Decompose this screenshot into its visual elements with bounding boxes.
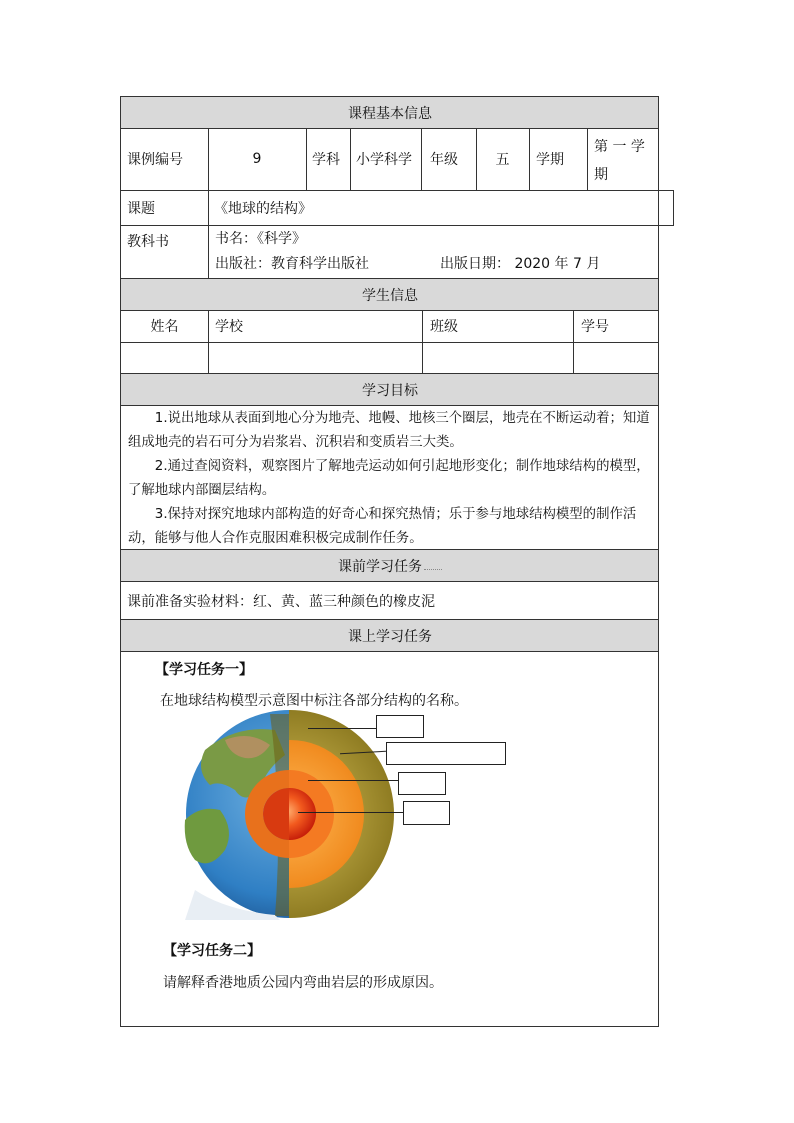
name-label-text: 姓名 bbox=[150, 319, 179, 335]
name-input-cell[interactable] bbox=[121, 343, 208, 373]
label-box-crust[interactable] bbox=[376, 715, 424, 738]
pre-class-header-text: 课前学习任务 bbox=[338, 558, 422, 575]
task2-text-text: 请解释香港地质公园内弯曲岩层的形成原因。 bbox=[163, 975, 443, 991]
label-box-outer-core[interactable] bbox=[398, 772, 446, 795]
task1-title bbox=[155, 659, 355, 679]
objectives-header bbox=[121, 374, 659, 405]
pre-class-content bbox=[127, 582, 654, 619]
textbook-label-text: 教科书 bbox=[127, 234, 169, 250]
vline bbox=[350, 128, 351, 190]
course-info-header bbox=[121, 97, 659, 128]
dotted-mark bbox=[424, 569, 442, 570]
pre-class-header bbox=[121, 550, 659, 581]
hline bbox=[120, 278, 659, 279]
objective-1 bbox=[128, 407, 654, 454]
book-name-text: 书名：《科学》 bbox=[215, 231, 306, 247]
class-label bbox=[430, 310, 570, 342]
label-box-mantle[interactable] bbox=[386, 742, 506, 765]
pub-date-text: 出版日期： 2020 年 7 月 bbox=[440, 256, 601, 272]
subject-label-text: 学科 bbox=[312, 152, 340, 168]
subject-label bbox=[312, 128, 350, 190]
grade-value-text: 五 bbox=[495, 152, 510, 168]
hline bbox=[120, 405, 659, 406]
topic-label bbox=[127, 190, 208, 225]
school-input-cell[interactable] bbox=[209, 343, 422, 373]
table-border-left bbox=[120, 96, 121, 1027]
task1-text bbox=[160, 690, 640, 710]
case-no-label bbox=[127, 128, 208, 190]
case-no-label-text: 课例编号 bbox=[127, 152, 183, 168]
term-value-text: 第 一 学 期 bbox=[594, 139, 645, 183]
objectives-header-text: 学习目标 bbox=[362, 382, 418, 399]
term-value bbox=[594, 133, 654, 187]
course-info-header-text: 课程基本信息 bbox=[348, 105, 432, 122]
table-border-right bbox=[658, 96, 659, 1027]
hline bbox=[120, 373, 659, 374]
leader-line-4 bbox=[298, 812, 403, 813]
school-label-text: 学校 bbox=[215, 319, 243, 335]
objective-1-text: 1.说出地球从表面到地心分为地壳、地幔、地核三个圈层，地壳在不断运动着；知道组成地壳的岩石可分为岩浆岩、沉积岩和变质岩三大类。 bbox=[128, 411, 650, 450]
topic-label-text: 课题 bbox=[127, 200, 155, 217]
label-box-inner-core[interactable] bbox=[403, 801, 450, 825]
name-label bbox=[121, 310, 208, 342]
hline bbox=[120, 651, 659, 652]
student-info-header bbox=[121, 279, 659, 310]
topic-row-right-edge bbox=[673, 190, 674, 226]
grade-label-text: 年级 bbox=[430, 152, 458, 168]
vline bbox=[306, 128, 307, 190]
hline bbox=[120, 619, 659, 620]
grade-label bbox=[430, 128, 476, 190]
publisher bbox=[215, 253, 435, 273]
pub-date bbox=[440, 253, 654, 273]
vline bbox=[529, 128, 530, 190]
id-label-text: 学号 bbox=[581, 319, 609, 335]
class-input-cell[interactable] bbox=[423, 343, 573, 373]
school-label bbox=[215, 310, 415, 342]
in-class-header bbox=[121, 620, 659, 651]
publisher-text: 出版社：教育科学出版社 bbox=[215, 256, 369, 272]
objective-2 bbox=[128, 455, 654, 502]
topic-value-text: 《地球的结构》 bbox=[214, 200, 312, 217]
task2-title bbox=[163, 940, 363, 960]
subject-value-text: 小学科学 bbox=[356, 152, 412, 168]
term-label bbox=[536, 128, 587, 190]
id-label bbox=[581, 310, 656, 342]
grade-value bbox=[476, 128, 529, 190]
objective-3-text: 3.保持对探究地球内部构造的好奇心和探究热情；乐于参与地球结构模型的制作活动，能够与他人合作克服困难积极完成制作任务。 bbox=[128, 507, 637, 546]
subject-value bbox=[356, 128, 421, 190]
topic-value bbox=[214, 190, 654, 225]
vline bbox=[421, 128, 422, 190]
task2-title-text: 【学习任务二】 bbox=[163, 943, 261, 959]
hline bbox=[120, 96, 659, 97]
case-no-value bbox=[208, 128, 306, 190]
task1-text-text: 在地球结构模型示意图中标注各部分结构的名称。 bbox=[160, 693, 468, 709]
task1-title-text: 【学习任务一】 bbox=[155, 662, 253, 678]
pre-class-content-text: 课前准备实验材料：红、黄、蓝三种颜色的橡皮泥 bbox=[127, 593, 435, 610]
task2-text bbox=[163, 972, 643, 992]
in-class-header-text: 课上学习任务 bbox=[348, 628, 432, 645]
leader-line-1 bbox=[308, 728, 376, 729]
book-name bbox=[215, 228, 515, 248]
objective-2-text: 2.通过查阅资料，观察图片了解地壳运动如何引起地形变化；制作地球结构的模型，了解地球内部圈层结构。 bbox=[128, 459, 650, 498]
class-label-text: 班级 bbox=[430, 319, 458, 335]
student-info-header-text: 学生信息 bbox=[362, 287, 418, 304]
objective-3 bbox=[128, 503, 654, 550]
case-no-value-text: 9 bbox=[252, 151, 262, 167]
vline bbox=[208, 190, 209, 278]
hline bbox=[120, 1026, 659, 1027]
textbook-label bbox=[127, 226, 208, 256]
vline bbox=[587, 128, 588, 190]
id-input-cell[interactable] bbox=[574, 343, 658, 373]
leader-line-3 bbox=[308, 780, 398, 781]
term-label-text: 学期 bbox=[536, 152, 564, 168]
